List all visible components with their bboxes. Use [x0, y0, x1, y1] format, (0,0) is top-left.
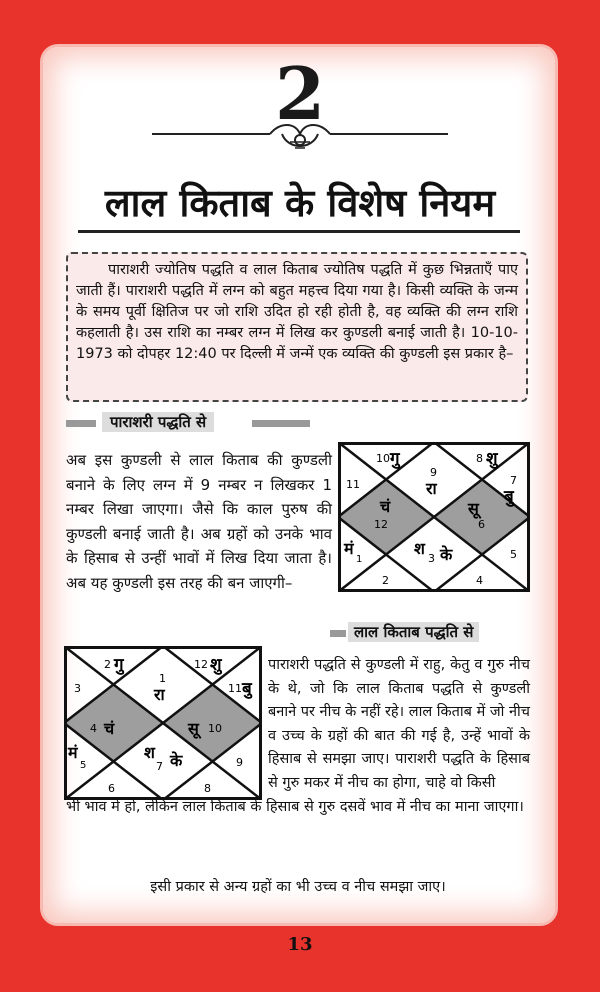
- chart2-house-6: 6: [108, 782, 115, 795]
- section1-paragraph: अब इस कुण्डली से लाल किताब की कुण्डली बनाने के लिए लग्न में 9 नम्बर न लिखकर 1 नम्बर लिखा जाएगा। जैसे कि काल पुरुष की कुण्डली बनाई जाती है। अब ग्रहों को उनके भाव के हिसाब से उन्हीं भावों में लिख दिया जाता है। अब यह कुण्डली इस तरह की बन जाएगी–: [66, 451, 332, 592]
- section2-paragraph-right: पाराशरी पद्धति से कुण्डली में राहु, केतु व गुरु नीच के थे, जो कि लाल किताब पद्धति से कुण्डली बनाने पर नीच के नहीं रहे। लाल किताब में जो नीच व उच्च के ग्रहों की बात की गई है, उन्हें भावों के हिसाब से समझा जाए। पाराशरी पद्धति के हिसाब से गुरु मकर में नीच का होगा, चाहे वो किसी: [268, 657, 530, 791]
- chart2-house-7: 7: [156, 760, 163, 773]
- chart1-moon: चं: [380, 497, 391, 516]
- chart2-mars: मं: [68, 743, 78, 762]
- chart1-house-5: 5: [510, 548, 517, 561]
- parashari-kundli-chart: [338, 442, 530, 592]
- section1-heading-label: पाराशरी पद्धति से: [102, 412, 214, 432]
- chart2-jupiter: गु: [114, 655, 124, 675]
- section1-heading: [66, 412, 310, 434]
- chart1-house-1: 1: [356, 554, 363, 565]
- heading-bar: [66, 420, 96, 427]
- chart2-house-1: 1: [159, 672, 166, 685]
- chart2-venus: शु: [210, 655, 222, 675]
- section2-heading: [330, 622, 530, 644]
- heading-bar: [252, 420, 310, 427]
- chart2-saturn: श: [144, 743, 155, 762]
- chart1-jupiter: गु: [390, 449, 400, 469]
- closing-paragraph: इसी प्रकार से अन्य ग्रहों का भी उच्च व नीच समझा जाए।: [150, 879, 446, 895]
- chart1-rahu: रा: [426, 479, 437, 498]
- chart1-house-2: 2: [382, 574, 389, 587]
- chart1-mars: मं: [344, 539, 354, 558]
- page-number: 13: [287, 934, 313, 955]
- title-underline: [78, 230, 520, 233]
- chart1-house-3: 3: [428, 552, 435, 565]
- chart2-house-10: 10: [208, 722, 222, 735]
- chart2-sun: सू: [188, 719, 199, 738]
- chart1-house-4: 4: [476, 574, 483, 587]
- chart2-house-3: 3: [74, 682, 81, 695]
- chart1-saturn: श: [414, 539, 425, 558]
- chart1-house-7: 7: [510, 474, 517, 487]
- section2-heading-label: लाल किताब पद्धति से: [348, 622, 479, 642]
- lal-kitab-kundli-chart: [64, 646, 262, 800]
- intro-box: पाराशरी ज्योतिष पद्धति व लाल किताब ज्योतिष पद्धति में कुछ भिन्नताएँ पाए जाती हैं। पाराशरी पद्धति में लग्न को बहुत महत्त्व दिया गया है। किसी व्यक्ति के जन्म के समय पूर्वी क्षितिज पर जो राशि उदित हो रही होती है, वह व्यक्ति की लग्न राशि कहलाती है। उस राशि का नम्बर लग्न में लिख कर कुण्डली बनाई जाती है। 10-10-1973 को दोपहर 12:40 पर दिल्ली में जन्में एक व्यक्ति की कुण्डली इस प्रकार है–: [66, 252, 528, 402]
- chart2-mercury: बु: [242, 679, 252, 699]
- chart1-ketu: के: [440, 545, 453, 564]
- chart2-rahu: रा: [154, 685, 165, 704]
- chart2-moon: चं: [104, 719, 115, 738]
- chart1-house-10: 10: [376, 452, 390, 465]
- chapter-number: 2: [274, 51, 326, 136]
- chart1-sun: सू: [468, 499, 479, 518]
- chart2-house-8: 8: [204, 782, 211, 795]
- chart1-house-8: 8: [476, 452, 483, 465]
- chart2-house-11: 11: [228, 682, 242, 695]
- chart1-mercury: बु: [504, 487, 514, 507]
- chart1-house-9: 9: [430, 466, 437, 479]
- chapter-title: लाल किताब के विशेष नियम: [104, 181, 496, 225]
- chart1-house-12: 12: [374, 518, 388, 531]
- ornament-divider: [150, 120, 450, 154]
- section2-paragraph-full: भी भाव में हो, लेकिन लाल किताब के हिसाब से गुरु दसवें भाव में नीच का माना जाएगा।: [66, 799, 524, 815]
- chart1-house-6: 6: [478, 518, 485, 531]
- chart2-house-2: 2: [104, 658, 111, 671]
- chart2-house-4: 4: [90, 722, 97, 735]
- chart2-house-12: 12: [194, 658, 208, 671]
- chart1-house-11: 11: [346, 478, 360, 491]
- heading-bar: [330, 630, 346, 637]
- chart1-venus: शु: [486, 449, 498, 469]
- chart2-ketu: के: [170, 751, 183, 770]
- chart2-house-5: 5: [80, 760, 87, 771]
- chart2-house-9: 9: [236, 756, 243, 769]
